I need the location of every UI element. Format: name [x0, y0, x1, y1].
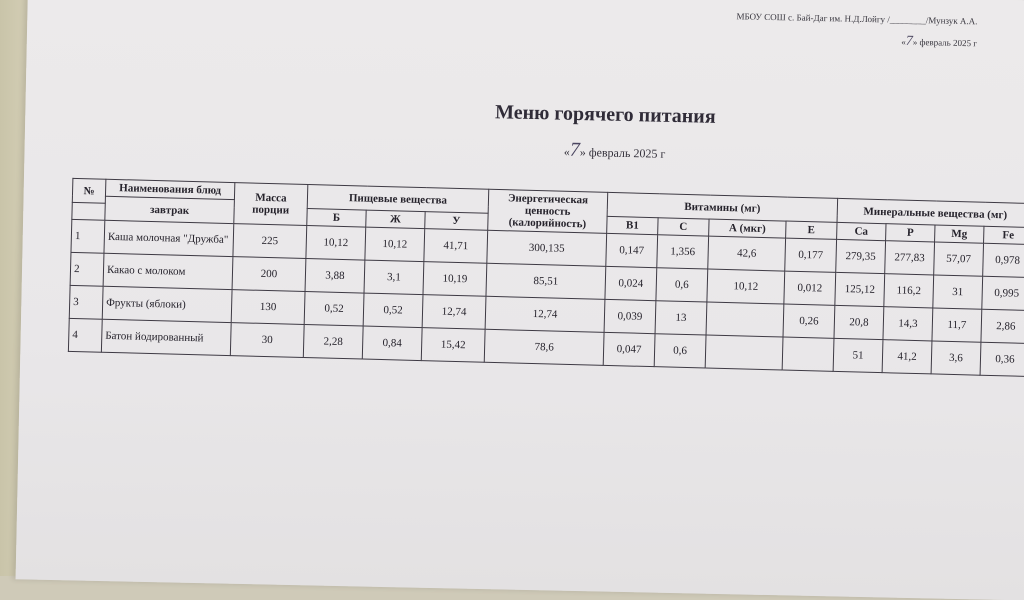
header-meal: завтрак — [105, 196, 235, 223]
row-b1: 0,047 — [603, 332, 655, 366]
row-c: 0,6 — [654, 334, 706, 368]
row-ca: 51 — [833, 338, 883, 372]
header-nutrients: Пищевые вещества — [307, 185, 489, 214]
row-energy: 78,6 — [484, 329, 604, 365]
header-c: C — [658, 218, 709, 236]
row-name: Батон йодированный — [101, 319, 231, 355]
header-e: E — [786, 221, 837, 239]
row-u: 12,74 — [422, 295, 486, 330]
header-b: Б — [307, 209, 366, 228]
page-title: Меню горячего питания — [494, 101, 716, 128]
row-p: 116,2 — [884, 274, 934, 308]
row-ca: 20,8 — [834, 305, 884, 339]
row-e — [782, 337, 834, 371]
row-c: 13 — [655, 301, 707, 335]
approval-date — [736, 25, 977, 57]
menu-sheet — [16, 0, 1024, 600]
row-fe: 0,978 — [983, 243, 1024, 277]
row-u: 10,19 — [423, 262, 487, 297]
row-num: 3 — [69, 285, 103, 319]
row-e: 0,012 — [784, 271, 836, 305]
row-p: 14,3 — [883, 307, 933, 341]
row-mass: 130 — [231, 290, 305, 325]
approval-date-prefix: « — [901, 36, 906, 47]
row-p: 277,83 — [885, 241, 935, 275]
menu-date — [494, 137, 734, 165]
row-mass: 200 — [232, 257, 306, 292]
row-p: 41,2 — [882, 340, 932, 374]
row-energy: 12,74 — [485, 296, 605, 332]
row-zh: 3,1 — [364, 260, 424, 295]
row-c: 1,356 — [657, 235, 709, 269]
menu-date-prefix: « — [563, 144, 570, 159]
row-e: 0,177 — [785, 238, 837, 272]
header-a: А (мкг) — [709, 219, 786, 238]
approval-line: МБОУ СОШ с. Бай-Даг им. Н.Д.Лойгу /________/Мунзук А.А. — [736, 11, 978, 27]
row-fe: 0,995 — [982, 276, 1024, 310]
header-fe: Fe — [984, 226, 1024, 244]
row-b: 10,12 — [306, 226, 366, 261]
header-energy: Энергетическая ценность (калорийность) — [488, 189, 608, 233]
row-mg: 31 — [933, 275, 983, 309]
row-a — [705, 335, 783, 370]
row-mass: 30 — [230, 323, 304, 358]
row-fe: 2,86 — [981, 309, 1024, 343]
header-minerals: Минеральные вещества (мг) — [837, 198, 1024, 227]
row-c: 0,6 — [656, 268, 708, 302]
row-mg: 11,7 — [932, 308, 982, 342]
row-u: 41,71 — [424, 229, 488, 264]
menu-table — [68, 178, 1024, 377]
header-zh: Ж — [366, 210, 425, 229]
row-num: 2 — [70, 252, 104, 286]
row-b1: 0,024 — [605, 266, 657, 300]
header-b1: B1 — [607, 216, 658, 234]
row-fe: 0,36 — [980, 342, 1024, 376]
row-num: 1 — [71, 219, 105, 253]
row-name: Какао с молоком — [103, 253, 233, 289]
approval-block — [736, 8, 978, 57]
header-vitamins: Витамины (мг) — [607, 192, 838, 222]
approval-date-day: 7 — [905, 33, 913, 50]
row-b1: 0,147 — [606, 233, 658, 267]
header-u: У — [425, 212, 488, 231]
row-e: 0,26 — [783, 304, 835, 338]
row-b1: 0,039 — [604, 299, 656, 333]
row-zh: 10,12 — [365, 227, 425, 262]
row-zh: 0,52 — [363, 293, 423, 328]
row-name: Каша молочная "Дружба" — [104, 220, 234, 256]
row-a: 10,12 — [707, 269, 785, 304]
row-ca: 279,35 — [836, 239, 886, 273]
row-name: Фрукты (яблоки) — [102, 286, 232, 322]
row-energy: 85,51 — [486, 263, 606, 299]
menu-date-day: 7 — [569, 138, 581, 162]
header-num: № — [72, 178, 106, 203]
row-mg: 57,07 — [934, 242, 984, 276]
row-u: 15,42 — [421, 328, 485, 363]
header-mass: Масса порции — [234, 183, 308, 226]
approval-date-suffix: » февраль 2025 г — [912, 37, 978, 49]
row-mg: 3,6 — [931, 341, 981, 375]
header-ca: Ca — [837, 222, 886, 240]
menu-date-suffix: » февраль 2025 г — [579, 145, 666, 161]
header-mg: Mg — [935, 225, 984, 243]
header-p: P — [886, 224, 935, 242]
header-num-blank — [72, 202, 105, 220]
row-ca: 125,12 — [835, 272, 885, 306]
row-b: 2,28 — [303, 324, 363, 359]
row-b: 3,88 — [305, 259, 365, 294]
row-a: 42,6 — [708, 236, 786, 271]
row-energy: 300,135 — [487, 230, 607, 266]
row-num: 4 — [68, 318, 102, 352]
header-name: Наименования блюд — [105, 179, 234, 199]
row-a — [706, 302, 784, 337]
row-b: 0,52 — [304, 292, 364, 327]
row-mass: 225 — [233, 224, 307, 259]
row-zh: 0,84 — [362, 326, 422, 361]
